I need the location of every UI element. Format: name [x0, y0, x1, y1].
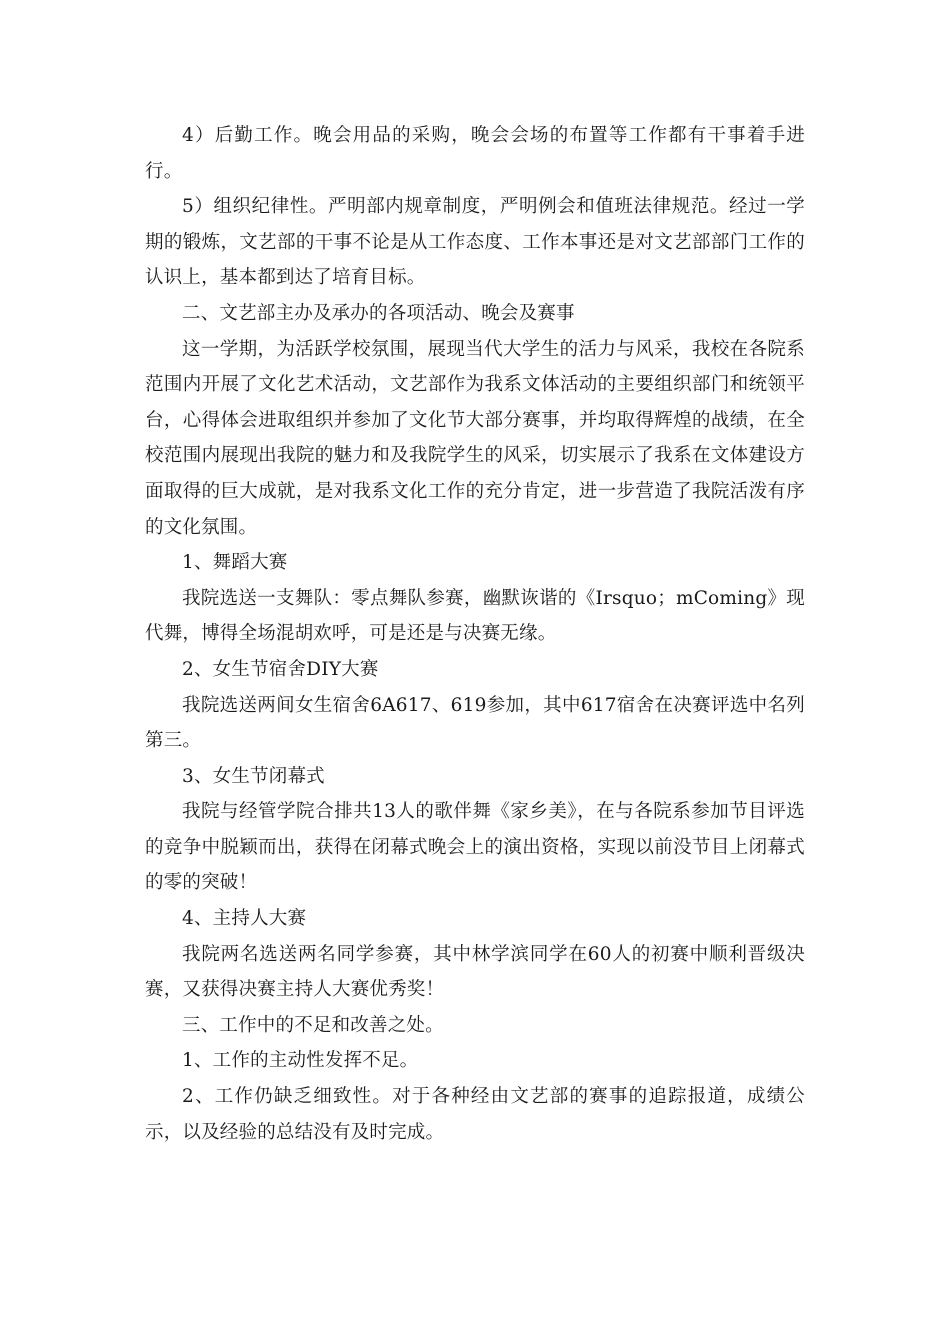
item-heading-dorm-diy: 2、女生节宿舍DIY大赛	[182, 658, 379, 680]
paragraph-logistics: 4）后勤工作。晚会用品的采购，晚会会场的布置等工作都有干事着手进行。	[145, 125, 805, 182]
item-heading-closing-ceremony: 3、女生节闭幕式	[182, 765, 325, 787]
paragraph-activities-intro: 这一学期，为活跃学校氛围，展现当代大学生的活力与风采，我校在各院系范围内开展了文化艺术活动，文艺部作为我系文体活动的主要组织部门和统领平台，心得体会进取组织并参加了文化节大部分赛事，并均取得辉煌的战绩，在全校范围内展现出我院的魅力和及我院学生的风采，切实展示了我系在文体建设方面取得的巨大成就，是对我系文化工作的充分肯定，进一步营造了我院活泼有序的文化氛围。	[145, 338, 805, 538]
paragraph-dorm-diy: 我院选送两间女生宿舍6A617、619参加，其中617宿舍在决赛评选中名列第三。	[145, 694, 805, 752]
paragraph-closing-ceremony: 我院与经管学院合排共13人的歌伴舞《家乡美》，在与各院系参加节目评选的竞争中脱颖而出，获得在闭幕式晚会上的演出资格，实现以前没节目上闭幕式的零的突破！	[145, 801, 805, 894]
paragraph-shortcoming-1: 1、工作的主动性发挥不足。	[182, 1050, 419, 1072]
paragraph-host-contest: 我院两名选送两名同学参赛，其中林学滨同学在60人的初赛中顺利晋级决赛，又获得决赛主持人大赛优秀奖！	[145, 943, 805, 1001]
paragraph-discipline: 5）组织纪律性。严明部内规章制度，严明例会和值班法律规范。经过一学期的锻炼，文艺部的干事不论是从工作态度、工作本事还是对文艺部部门工作的认识上，基本都到达了培育目标。	[145, 196, 805, 289]
item-heading-dance: 1、舞蹈大赛	[182, 552, 288, 574]
item-heading-host-contest: 4、主持人大赛	[182, 908, 307, 930]
paragraph-dance: 我院选送一支舞队：零点舞队参赛，幽默诙谐的《Irsquo；mComing》现代舞，博得全场混胡欢呼，可是还是与决赛无缘。	[145, 587, 805, 645]
paragraph-shortcoming-2: 2、工作仍缺乏细致性。对于各种经由文艺部的赛事的追踪报道，成绩公示，以及经验的总结没有及时完成。	[145, 1086, 805, 1143]
section-heading-activities: 二、文艺部主办及承办的各项活动、晚会及赛事	[182, 302, 575, 324]
section-heading-shortcomings: 三、工作中的不足和改善之处。	[182, 1014, 444, 1036]
document-body	[145, 118, 805, 1150]
